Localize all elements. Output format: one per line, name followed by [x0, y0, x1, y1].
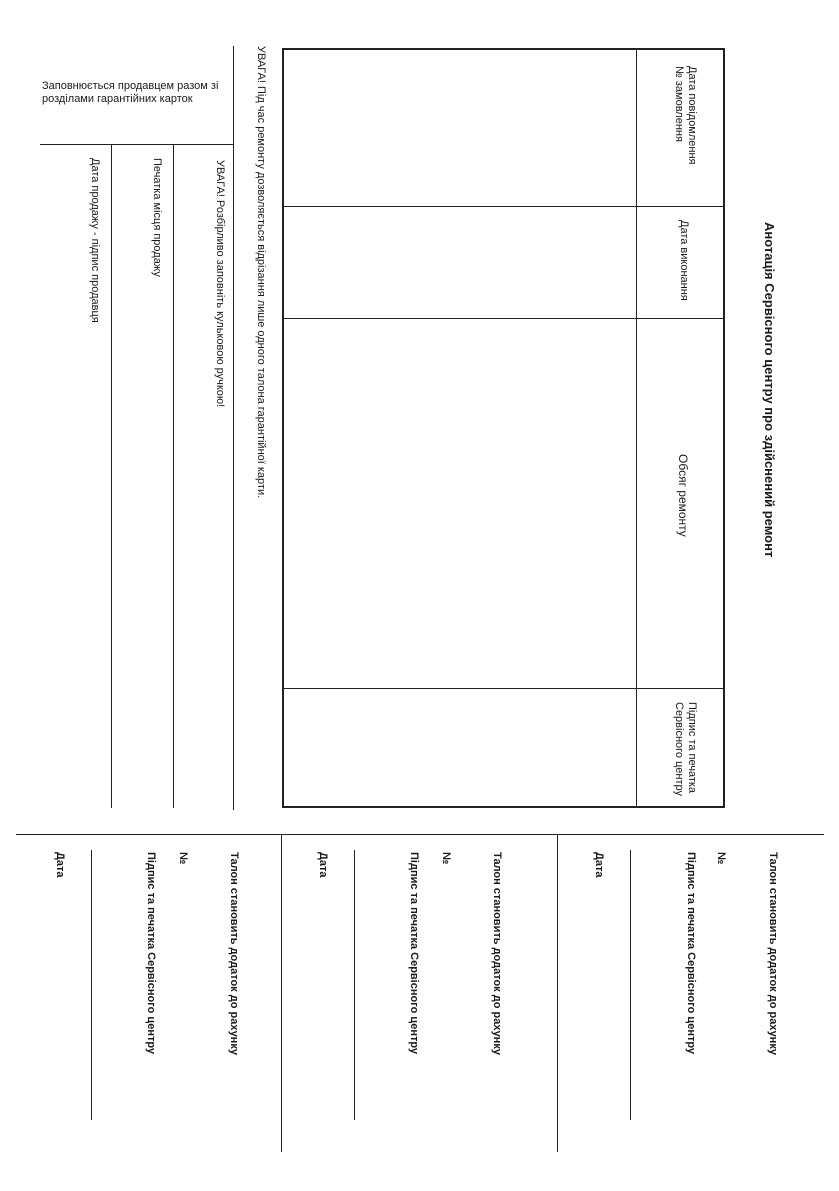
coupon-divider-1 [281, 834, 282, 1152]
coupon-3-write-line [91, 850, 92, 1120]
repair-warning: УВАГА! Під час ремонту дозволяється відрізання лише одного талона гарантійної карти. [255, 46, 267, 499]
row-divider-2 [284, 318, 723, 319]
seller-line-3 [111, 144, 112, 808]
col-header-repair-scope: Обсяг ремонту [676, 454, 690, 537]
coupon-1-title: Талон становить додаток до рахунку [767, 852, 779, 1055]
coupon-1-number-label: № [715, 852, 727, 865]
coupon-2-signature-label: Підпис та печатка Сервісного центру [408, 852, 420, 1055]
coupon-2-write-line [354, 850, 355, 1120]
coupon-1-date-label: Дата [593, 852, 605, 878]
coupon-2-number-label: № [440, 852, 452, 865]
sale-stamp-label: Печатка місця продажу [151, 158, 163, 277]
coupon-1-write-line [630, 850, 631, 1120]
coupon-1-signature-label: Підпис та печатка Сервісного центру [685, 852, 697, 1055]
coupon-3-title: Талон становить додаток до рахунку [228, 852, 240, 1055]
coupon-3-number-label: № [177, 852, 189, 865]
sale-date-signature-label: Дата продажу - підпис продавця [89, 158, 101, 323]
annotation-title: Анотація Сервісного центру про здійснений ремонт [762, 222, 777, 558]
col-header-signature: Підпис та печатка Сервісного центру [673, 702, 698, 797]
coupons-top-border [16, 834, 824, 835]
seller-line-1 [233, 46, 234, 810]
pen-warning: УВАГА! Розбірливо заповніть кульковою ручкою! [214, 160, 226, 408]
coupon-divider-2 [557, 834, 558, 1152]
coupon-2-date-label: Дата [317, 852, 329, 878]
row-divider-1 [284, 206, 723, 207]
seller-note: Заповнюється продавцем разом зі розділами гарантійних карток [42, 80, 219, 105]
coupon-3-signature-label: Підпис та печатка Сервісного центру [145, 852, 157, 1055]
coupon-3-date-label: Дата [54, 852, 66, 878]
annotation-table [282, 48, 725, 808]
col-header-completion-date: Дата виконання [678, 220, 690, 301]
col-header-notification: Дата повідомлення № замовлення [673, 66, 698, 165]
header-separator [636, 50, 637, 806]
coupon-2-title: Талон становить додаток до рахунку [491, 852, 503, 1055]
seller-line-top [40, 144, 233, 145]
row-divider-3 [284, 688, 723, 689]
seller-line-2 [173, 144, 174, 808]
